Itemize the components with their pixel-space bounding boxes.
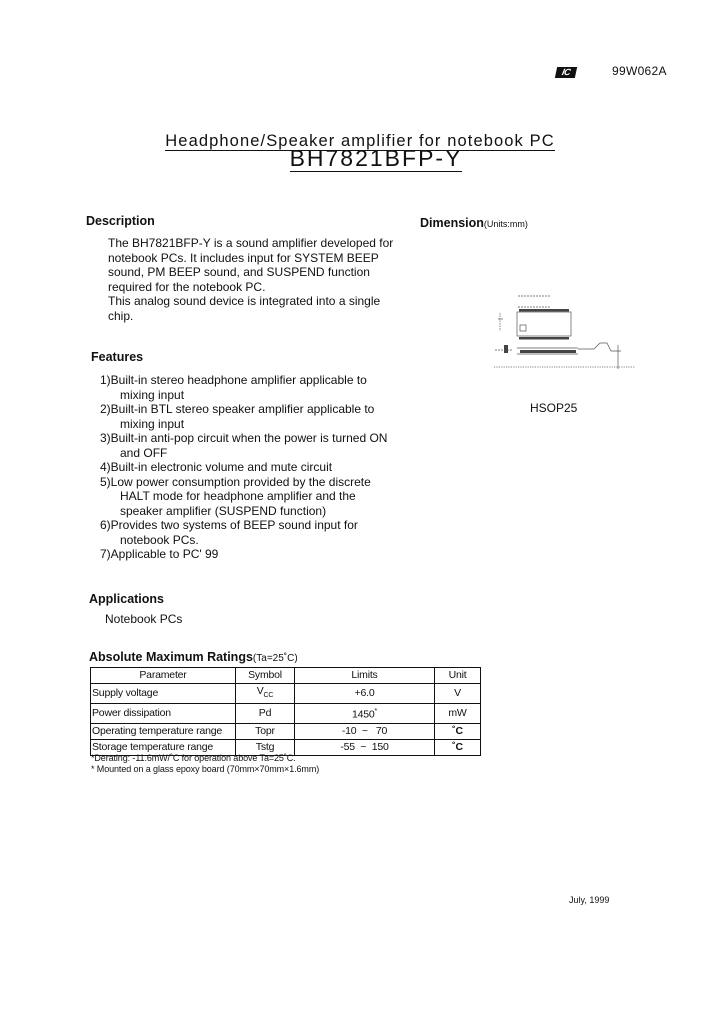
row-parameter: Power dissipation — [91, 704, 236, 724]
row-symbol-text: V — [256, 685, 264, 697]
row-unit: V — [435, 684, 481, 704]
feature-item — [100, 431, 387, 460]
document-number: 99W062A — [612, 64, 667, 78]
feature-continuation: mixing input — [120, 387, 185, 402]
feature-text: 5)Low power consumption provided by the discrete — [100, 474, 371, 489]
row-limits-text: 1450 — [351, 708, 375, 721]
row-symbol: Topr — [236, 723, 295, 739]
hsop25-package-drawing — [490, 287, 640, 371]
feature-text: 1)Built-in stereo headphone amplifier applicable to — [100, 373, 367, 387]
document-title-text: Headphone/Speaker amplifier for notebook PC — [165, 132, 555, 150]
row-symbol-sub: CC — [263, 692, 274, 700]
features-list — [100, 373, 387, 562]
col-symbol: Symbol — [236, 668, 295, 684]
row-limits-mark: * — [374, 708, 378, 716]
description-line: required for the notebook PC. — [108, 279, 266, 294]
feature-item — [100, 460, 387, 475]
description-line: chip. — [108, 308, 134, 323]
feature-text: 6)Provides two systems of BEEP sound input for — [100, 518, 358, 532]
feature-item — [100, 373, 387, 402]
ratings-notes — [91, 753, 319, 775]
table-row — [91, 704, 481, 724]
row-parameter: Supply voltage — [91, 684, 236, 704]
row-unit: mW — [435, 704, 481, 724]
table-row — [91, 684, 481, 704]
description-line: sound, PM BEEP sound, and SUSPEND function — [108, 265, 370, 280]
feature-text: 7)Applicable to PC' 99 — [100, 547, 219, 561]
row-unit: ˚C — [435, 723, 481, 739]
dimension-heading-text: Dimension — [420, 216, 484, 230]
feature-continuation: speaker amplifier (SUSPEND function) — [120, 503, 327, 518]
ratings-note: *Derating: -11.6mW/˚C for operation above Ta=25˚C. — [91, 753, 296, 763]
feature-continuation: mixing input — [120, 416, 185, 431]
description-heading: Description — [86, 214, 155, 228]
table-row — [91, 723, 481, 739]
publication-date: July, 1999 — [569, 895, 610, 905]
feature-item — [100, 518, 387, 547]
col-parameter: Parameter — [91, 668, 236, 684]
feature-text: 3)Built-in anti-pop circuit when the power is turned ON — [100, 431, 388, 445]
row-symbol: Pd — [236, 704, 295, 724]
feature-text: 4)Built-in electronic volume and mute circuit — [100, 460, 333, 474]
part-number-text: BH7821BFP-Y — [289, 145, 463, 171]
description-line: notebook PCs. It includes input for SYSTEM BEEP — [108, 250, 379, 265]
features-heading: Features — [91, 350, 144, 364]
feature-item — [100, 402, 387, 431]
applications-text: Notebook PCs — [105, 612, 183, 626]
description-body — [108, 236, 393, 324]
description-line: This analog sound device is integrated into a single — [108, 294, 381, 309]
rohm-ic-logo: IC — [555, 67, 577, 78]
applications-heading: Applications — [89, 592, 165, 606]
feature-continuation: and OFF — [120, 445, 168, 460]
ratings-heading — [89, 648, 298, 666]
ratings-condition: (Ta=25˚C) — [252, 653, 298, 664]
dimension-units: (Units:mm) — [483, 219, 528, 229]
ratings-header-row — [91, 668, 481, 684]
part-number — [0, 145, 720, 172]
col-unit: Unit — [435, 668, 481, 684]
row-symbol — [236, 684, 295, 704]
row-parameter: Storage temperature range — [91, 739, 236, 755]
row-unit: ˚C — [435, 739, 481, 755]
feature-continuation: HALT mode for headphone amplifier and the — [120, 489, 356, 503]
row-limits: +6.0 — [295, 684, 435, 704]
description-line: The BH7821BFP-Y is a sound amplifier developed for — [108, 236, 394, 250]
row-limits: -55 ~ 150 — [295, 739, 435, 755]
col-limits: Limits — [295, 668, 435, 684]
ratings-table — [90, 667, 481, 756]
feature-item — [100, 475, 387, 519]
feature-text: 2)Built-in BTL stereo speaker amplifier applicable to — [100, 402, 375, 416]
row-parameter: Operating temperature range — [91, 723, 236, 739]
ratings-note: * Mounted on a glass epoxy board (70mm×70mm×1.6mm) — [91, 764, 320, 774]
feature-continuation: notebook PCs. — [120, 532, 199, 547]
dimension-heading — [420, 214, 528, 232]
row-limits: -10 ~ 70 — [295, 723, 435, 739]
row-symbol: Tstg — [236, 739, 295, 755]
feature-item — [100, 547, 387, 562]
package-name: HSOP25 — [530, 401, 578, 415]
ratings-heading-text: Absolute Maximum Ratings — [89, 650, 253, 664]
row-limits — [295, 704, 435, 724]
